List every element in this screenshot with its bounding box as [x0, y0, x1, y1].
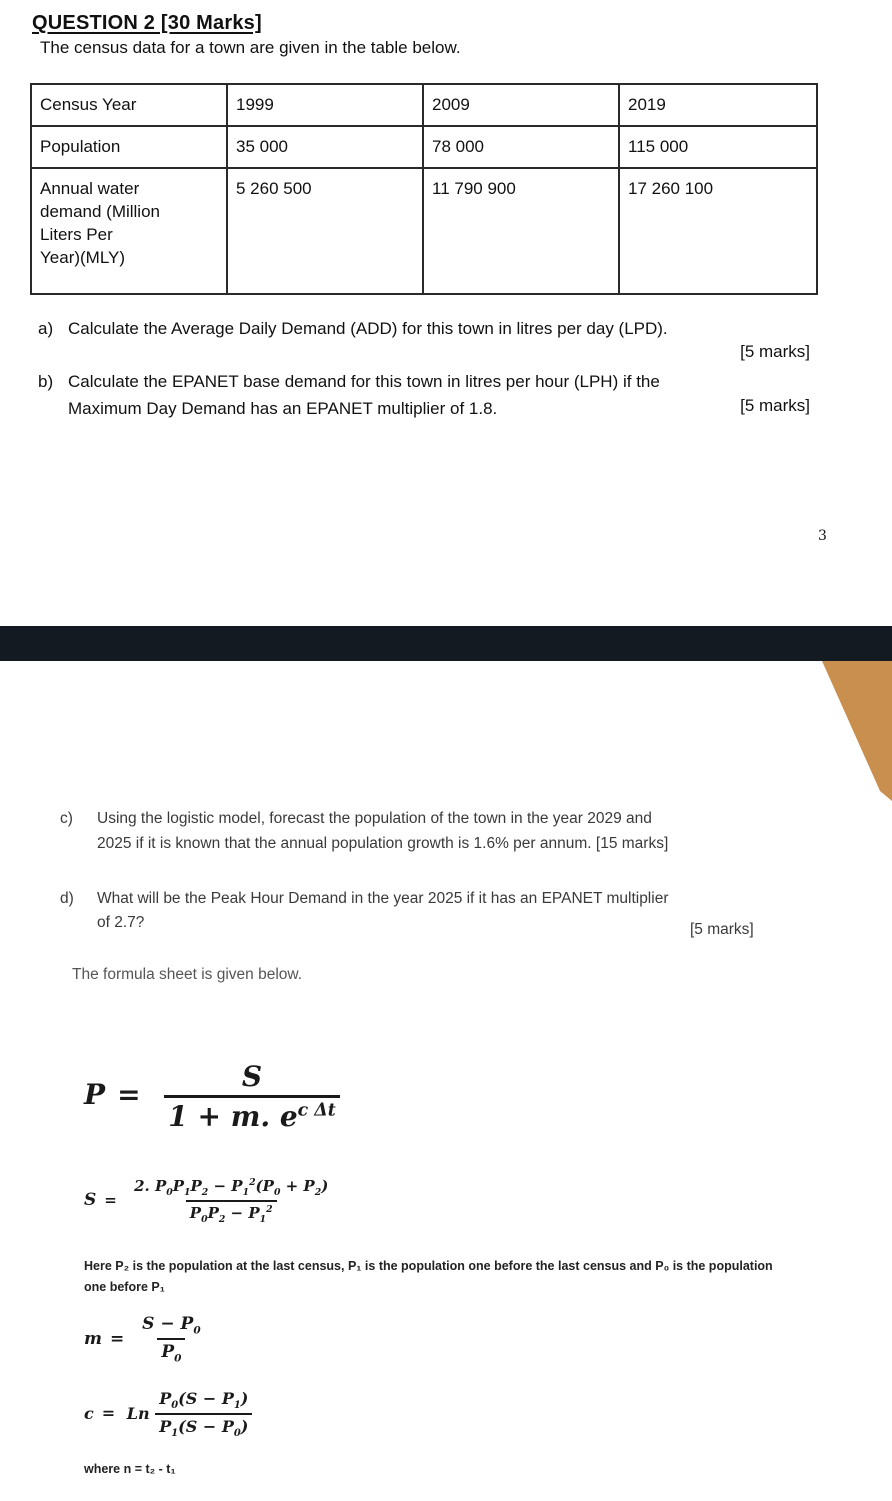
denominator: $P_0$	[157, 1338, 185, 1364]
question-b	[38, 369, 660, 394]
table-cell: Census Year	[31, 84, 227, 126]
numerator: S	[241, 1060, 263, 1093]
intro-text: The census data for a town are given in the table below.	[40, 38, 461, 57]
denominator: $P_0P_2 - P_1^2$	[186, 1200, 277, 1225]
question-letter: c)	[60, 810, 73, 827]
table-row	[31, 84, 817, 126]
fraction	[138, 1314, 204, 1365]
marks-label: [5 marks]	[690, 921, 754, 938]
formula-lhs: P	[84, 1078, 106, 1111]
denominator: $P_1(S - P_0)$	[155, 1413, 252, 1439]
question-d	[60, 887, 668, 911]
table-cell: 17 260 100	[619, 168, 817, 294]
ln-operator: Ln	[126, 1403, 150, 1423]
table-cell: 5 260 500	[227, 168, 423, 294]
formula-lhs: m	[84, 1328, 102, 1349]
question-text: Calculate the EPANET base demand for this town in litres per hour (LPH) if the	[68, 372, 660, 391]
table-row	[31, 126, 817, 168]
table-row	[31, 168, 817, 294]
fraction	[164, 1060, 340, 1133]
question-text: of 2.7?	[97, 914, 145, 931]
formula-p	[84, 1060, 340, 1133]
table-cell: 78 000	[423, 126, 619, 168]
table-cell: 2009	[423, 84, 619, 126]
formula-m	[84, 1314, 205, 1365]
question-text: 2025 if it is known that the annual population growth is 1.6% per annum. [15 marks]	[97, 835, 669, 852]
formula-note: Here P₂ is the population at the last census, P₁ is the population one before the last census and P₀ is the population one before P₁	[84, 1259, 773, 1294]
equals-sign: =	[110, 1328, 125, 1349]
formula-lhs: S	[84, 1190, 97, 1210]
formula-c	[84, 1389, 252, 1439]
table-cell: 1999	[227, 84, 423, 126]
question-text: Calculate the Average Daily Demand (ADD) for this town in litres per day (LPD).	[68, 319, 668, 338]
census-table	[30, 83, 818, 295]
question-c	[60, 807, 652, 831]
numerator: 2. $P_0P_1P_2 - P_1^2(P_0 + P_2)$	[134, 1177, 329, 1198]
question-a	[38, 316, 668, 341]
table-cell: 115 000	[619, 126, 817, 168]
formula-intro: The formula sheet is given below.	[72, 966, 303, 983]
page-number: 3	[818, 528, 827, 544]
table-cell: 35 000	[227, 126, 423, 168]
exponent: c Δt	[297, 1100, 336, 1121]
formula-s	[84, 1177, 332, 1225]
equals-sign: =	[117, 1078, 141, 1111]
fraction	[155, 1389, 252, 1439]
table-cell: Annual water demand (Million Liters Per Year)(MLY)	[31, 168, 227, 294]
table-cell: Population	[31, 126, 227, 168]
fraction	[130, 1177, 332, 1225]
question-text: Maximum Day Demand has an EPANET multiplier of 1.8.	[68, 399, 498, 418]
page-divider	[0, 626, 892, 661]
numerator: $S - P_0$	[142, 1314, 201, 1337]
page-corner-shadow	[822, 661, 892, 801]
marks-label: [5 marks]	[740, 396, 810, 415]
formula-lhs: c	[84, 1403, 94, 1423]
where-note: where n = t₂ - t₁	[84, 1462, 176, 1476]
question-letter: a)	[38, 319, 54, 338]
table-cell: 2019	[619, 84, 817, 126]
marks-label: [5 marks]	[740, 342, 810, 361]
question-text: Using the logistic model, forecast the population of the town in the year 2029 and	[97, 810, 652, 827]
equals-sign: =	[104, 1191, 117, 1209]
table-cell: 11 790 900	[423, 168, 619, 294]
denominator: 1 + m. $e^{c \Delta t}$	[164, 1095, 340, 1133]
numerator: $P_0(S - P_1)$	[159, 1389, 249, 1412]
question-letter: b)	[38, 372, 54, 391]
question-heading: QUESTION 2 [30 Marks]	[32, 12, 262, 34]
question-letter: d)	[60, 890, 74, 907]
question-text: What will be the Peak Hour Demand in the year 2025 if it has an EPANET multiplier	[97, 890, 669, 907]
equals-sign: =	[101, 1403, 116, 1423]
